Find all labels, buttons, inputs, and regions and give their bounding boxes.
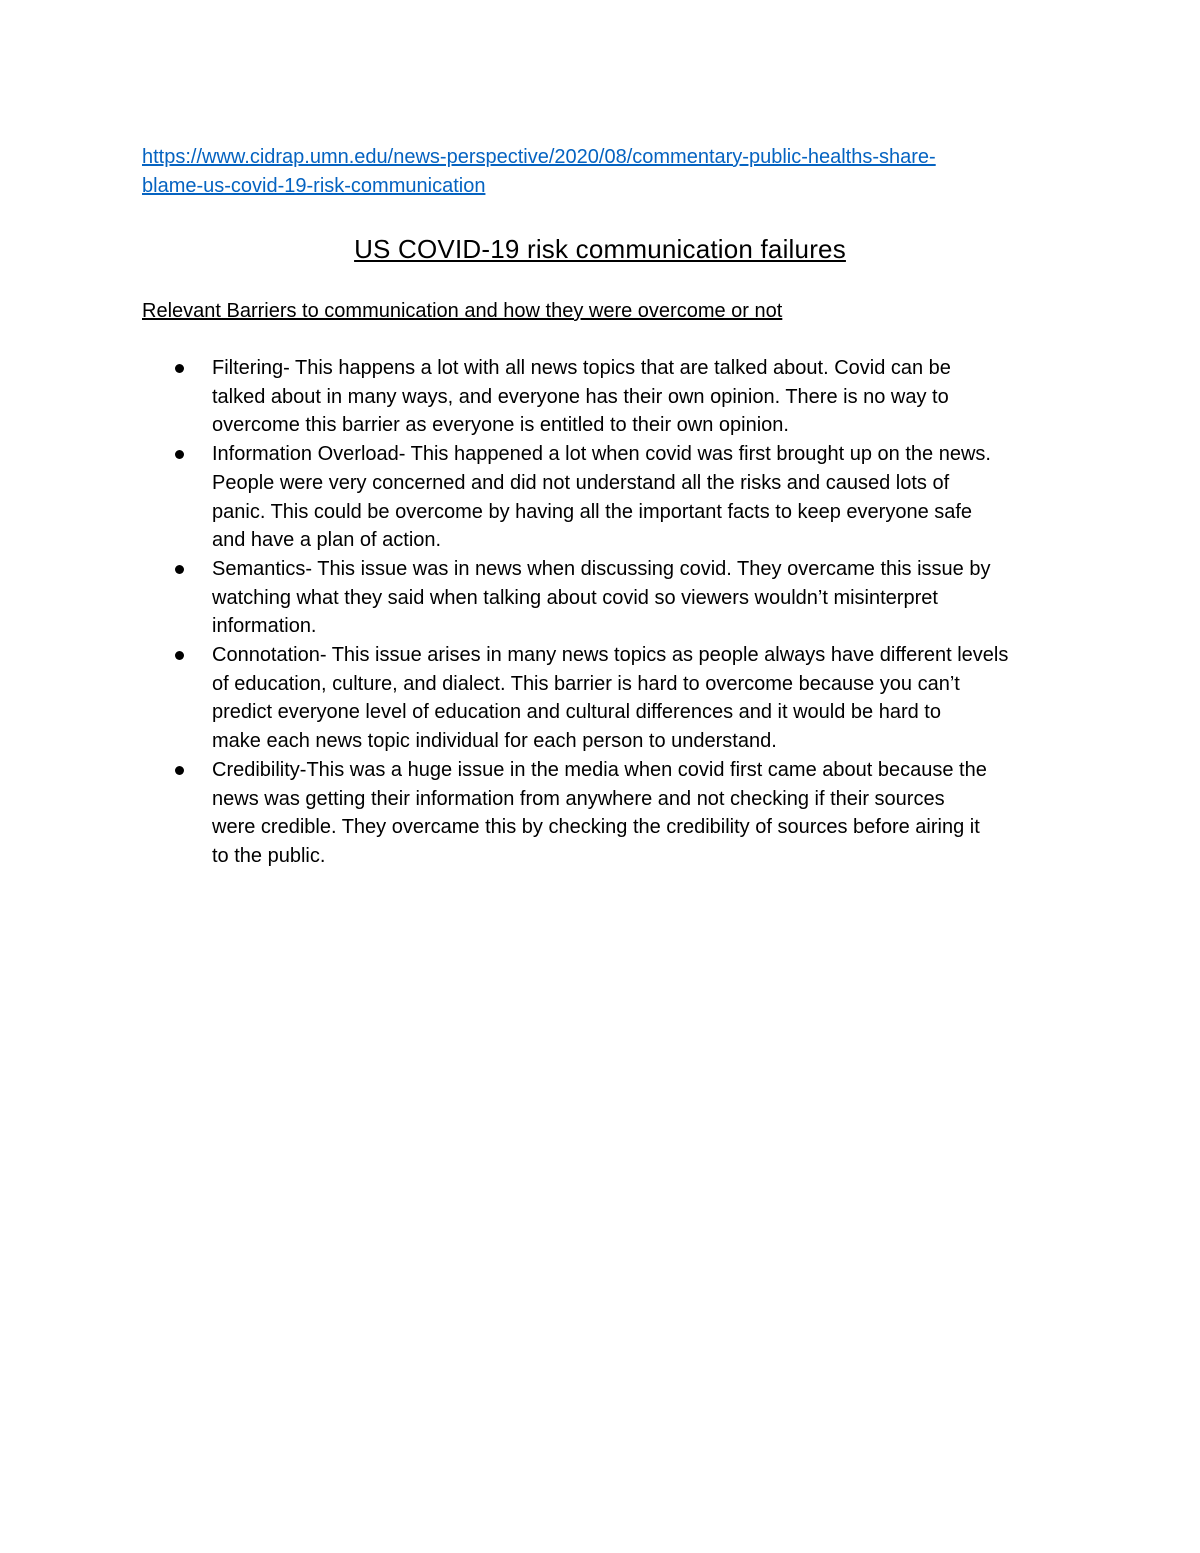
bullet-text-line: to the public.	[212, 844, 326, 867]
bullet-text-line: People were very concerned and did not understand all the risks and caused lots of	[212, 471, 950, 494]
section-subheading: Relevant Barriers to communication and how they were overcome or not	[142, 300, 783, 322]
bullet-text-line: make each news topic individual for each person to understand.	[212, 730, 777, 753]
bullet-text-line: Credibility-This was a huge issue in the media when covid first came about because the	[212, 758, 987, 781]
bullet-item-filtering	[142, 354, 1072, 440]
source-link-line-2[interactable]: blame-us-covid-19-risk-communication	[142, 175, 486, 197]
bullet-item-semantics	[142, 555, 1072, 641]
bullet-text-line: watching what they said when talking about covid so viewers wouldn’t misinterpret	[212, 586, 938, 609]
bullet-text-line: panic. This could be overcome by having all the important facts to keep everyone safe	[212, 500, 973, 523]
bullet-text-line: talked about in many ways, and everyone has their own opinion. There is no way to	[212, 385, 949, 408]
source-link[interactable]	[142, 143, 1042, 201]
bullet-text-line: overcome this barrier as everyone is entitled to their own opinion.	[212, 414, 789, 437]
source-link-line-1[interactable]: https://www.cidrap.umn.edu/news-perspective/2020/08/commentary-public-healths-share-	[142, 146, 936, 168]
bullet-text-line: Semantics- This issue was in news when discussing covid. They overcame this issue by	[212, 557, 991, 580]
bullet-text-line: predict everyone level of education and cultural differences and it would be hard to	[212, 701, 941, 724]
bullet-icon	[175, 364, 184, 373]
bullet-text-line: and have a plan of action.	[212, 529, 442, 552]
barrier-bullet-list	[142, 354, 1072, 871]
bullet-icon	[175, 565, 184, 574]
bullet-item-information-overload	[142, 440, 1072, 555]
bullet-text-line: Connotation- This issue arises in many news topics as people always have different levels	[212, 644, 1009, 667]
bullet-icon	[175, 450, 184, 459]
bullet-item-credibility	[142, 756, 1072, 871]
bullet-icon	[175, 651, 184, 660]
bullet-text-line: Information Overload- This happened a lot when covid was first brought up on the news.	[212, 443, 991, 466]
source-link-block	[142, 143, 1042, 201]
document-title: US COVID-19 risk communication failures	[354, 234, 846, 264]
bullet-text-line: information.	[212, 615, 317, 638]
bullet-text-line: were credible. They overcame this by checking the credibility of sources before airing it	[212, 816, 980, 839]
bullet-text-line: news was getting their information from anywhere and not checking if their sources	[212, 787, 945, 810]
bullet-icon	[175, 766, 184, 775]
bullet-text-line: Filtering- This happens a lot with all news topics that are talked about. Covid can be	[212, 357, 951, 379]
bullet-item-connotation	[142, 641, 1072, 756]
bullet-text-line: of education, culture, and dialect. This barrier is hard to overcome because you can’t	[212, 672, 960, 695]
